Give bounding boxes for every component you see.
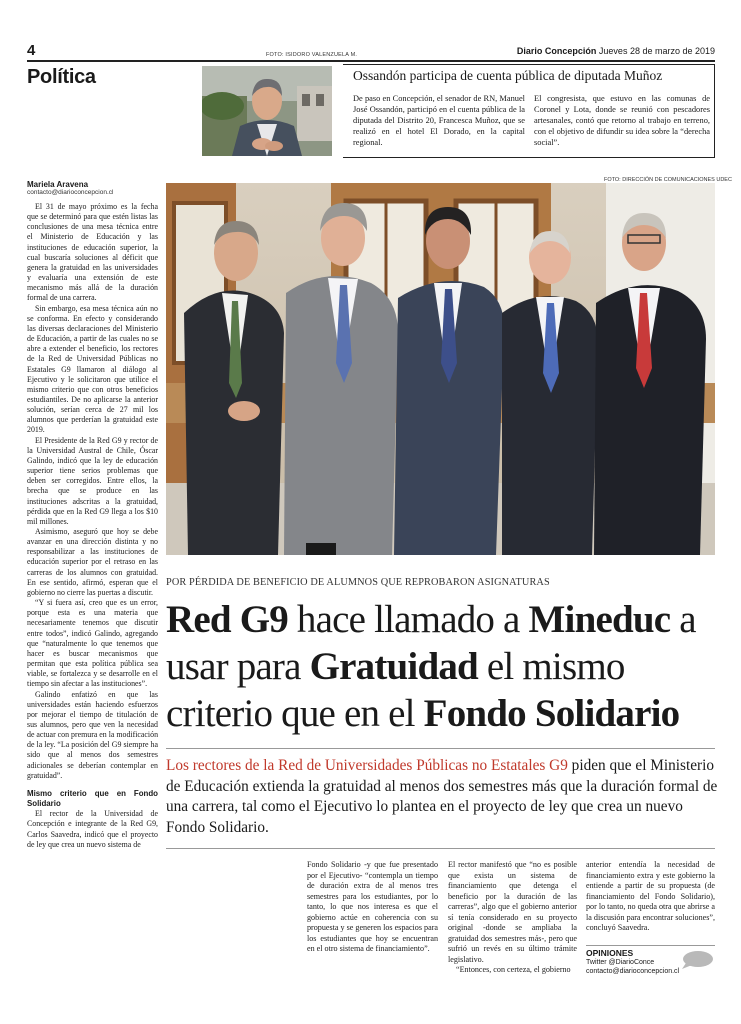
page-number: 4 <box>27 42 36 59</box>
paragraph: “Entonces, con certeza, el gobierno <box>456 965 571 974</box>
newspaper-name: Diario Concepción <box>516 46 597 56</box>
article-kicker: POR PÉRDIDA DE BENEFICIO DE ALUMNOS QUE REPROBARON ASIGNATURAS <box>166 577 550 588</box>
headline-text: el mismo criterio que en el <box>166 645 625 735</box>
headline-bold: Red G9 <box>166 598 288 641</box>
paragraph: El Presidente de la Red G9 y rector de la Universidad Austral de Chile, Óscar Galindo, indicó que la ley de educación superior tiene serios problemas que deben ser corregidos. Entre ellos, la brecha que se produce en las instituciones adscritas a la gratuidad, pérdida que en la Red G9 llega a los $10 mil millones. <box>27 435 158 526</box>
paragraph: El rector de la Universidad de Concepción e integrante de la Red G9, Carlos Saavedra, indicó que el proyecto de ley que crea un nuevo sistema de <box>27 809 158 849</box>
article-deck <box>166 756 718 838</box>
opiniones-label: OPINIONES <box>586 948 634 958</box>
article-column-2 <box>307 860 438 955</box>
deck-text: piden que el Ministerio de Educación extienda la gratuidad al menos dos semestres más que la duración formal de una carrera, tal como el Ejecutivo lo plantea en el proyecto de ley que crea un nuevo Fondo Solidario. <box>166 757 718 836</box>
main-photo <box>166 183 715 555</box>
article-column-3 <box>448 860 577 976</box>
headline-text: hace llamado a <box>287 598 529 641</box>
article-subhead: Mismo criterio que en Fondo Solidario <box>27 788 158 809</box>
teaser-text-col1: De paso en Concepción, el senador de RN, Manuel José Ossandón, participó en el cuenta pública de la diputada del Distrito 20, Francesca Muñoz, que se realizó en el hotel El Dorado, en la capital regional. <box>353 94 525 147</box>
article-column-4 <box>586 860 715 934</box>
teaser-photo <box>202 66 332 156</box>
section-title: Política <box>27 66 96 88</box>
headline-text: a usar para <box>166 598 696 688</box>
teaser-photo-credit: FOTO: ISIDORO VALENZUELA M. <box>266 52 358 58</box>
author-name: Mariela Aravena <box>27 180 89 189</box>
teaser-text-col2: El congresista, que estuvo en las comunas de Coronel y Lota, donde se reunió con pescadores artesanales, contó que retorno al trabajo en terreno, con el objetivo de difundir su idea sobre la “derecha social”. <box>534 94 710 147</box>
paragraph: El rector manifestó que “no es posible que exista un sistema de financiamiento que detenga el beneficio por la duración de las carreras”, algo que el gobierno anterior sí tenía considerado en su proyecto original -donde se ampliaba la gratuidad dos semestres más-, pero que sufrió un revés en su último trámite legislativo. <box>448 860 577 964</box>
opiniones-rule <box>586 945 715 946</box>
opiniones-twitter[interactable]: Twitter @DiarioConce <box>586 959 655 966</box>
article-left-column <box>27 202 158 850</box>
masthead <box>517 46 715 56</box>
paragraph: Galindo enfatizó en que las universidades están haciendo esfuerzos por mejorar el tiempo de titulación de sus alumnos, pero que ven la necesidad de actuar con premura en la modificación de la ley. “La posición del G9 siempre ha sido que al menos dos semestres adicionales se deberían contemplar en gratuidad”. <box>27 689 159 780</box>
paragraph: “Y si fuera así, creo que es un error, porque esta es una materia que necesariamente tenemos que discutir entre todos”, indicó Galindo, agregando que “naturalmente lo que tenemos que hacer es buscar mecanismos que permitan que esta política pública sea viable, se fortalezca y se desarrolle en el tiempo sin afectar a las instituciones”. <box>27 598 158 689</box>
speech-bubble-icon <box>680 950 714 970</box>
teaser-title: Ossandón participa de cuenta pública de diputada Muñoz <box>353 68 663 83</box>
headline-bold: Mineduc <box>528 598 671 641</box>
headline-bold: Fondo Solidario <box>423 692 680 735</box>
paragraph: Fondo Solidario -y que fue presentado por el Ejecutivo- “contempla un tiempo de duración extra de al menos tres semestres para los estudiantes, por lo tanto, lo que nos interesa es que el gobierno actúe en coherencia con su propuesta y se generen los espacios para los estudiantes que hoy se encuentran en el otro sistema de financiamiento”. <box>307 860 438 953</box>
paragraph: El 31 de mayo próximo es la fecha que se determinó para que estén listas las conclusiones de una mesa técnica entre el Ministerio de Educación y las instituciones de educación superior, la cual buscaría soluciones al déficit que genera la gratuidad en las universidades y evaluaría una extensión de este mecanismo más allá de la duración formal de una carrera. <box>27 202 158 303</box>
paragraph: Asimismo, aseguró que hoy se debe avanzar en una dirección distinta y no responsabilizar a las instituciones de educación superior por el retraso en las carreras de los alumnos con gratuidad. En ese sentido, afirmó, esperan que el gobierno no cierre las puertas a discutir. <box>27 527 158 597</box>
paragraph: Sin embargo, esa mesa técnica aún no se conforma. En efecto y considerando las diversas declaraciones del Ministerio de Educación, a partir de las cuales no se abre a extender el beneficio, los rectores de la Red de Universidad Públicas no Estatales G9 llamaron al diálogo al Ejecutivo y le solicitaron que utilice el mismo criterio que con otros beneficios estudiantiles. De no aplicarse la anterior solución, serían cerca de 27 mil los alumnos que perderían la gratuidad este 2019. <box>27 303 158 435</box>
issue-date: Jueves 28 de marzo de 2019 <box>598 46 715 56</box>
header-rule <box>27 60 715 62</box>
main-photo-credit: FOTO: DIRECCIÓN DE COMUNICACIONES UDEC <box>604 177 732 183</box>
article-headline <box>166 596 726 737</box>
deck-highlight: Los rectores de la Red de Universidades Públicas no Estatales G9 <box>166 757 568 774</box>
paragraph: anterior entendía la necesidad de financiamiento extra y este gobierno la entiende a partir de su propuesta (de financiamiento del Fondo Solidario), por lo tanto, no queda otra que abrirse a la discusión para encontrar soluciones”, concluyó Saavedra. <box>586 860 715 932</box>
deck-rule <box>166 848 715 849</box>
author-email: contacto@diarioconcepcion.cl <box>27 189 114 196</box>
deck-rule <box>166 748 715 749</box>
opiniones-email[interactable]: contacto@diarioconcepcion.cl <box>586 968 680 975</box>
headline-bold: Gratuidad <box>309 645 478 688</box>
